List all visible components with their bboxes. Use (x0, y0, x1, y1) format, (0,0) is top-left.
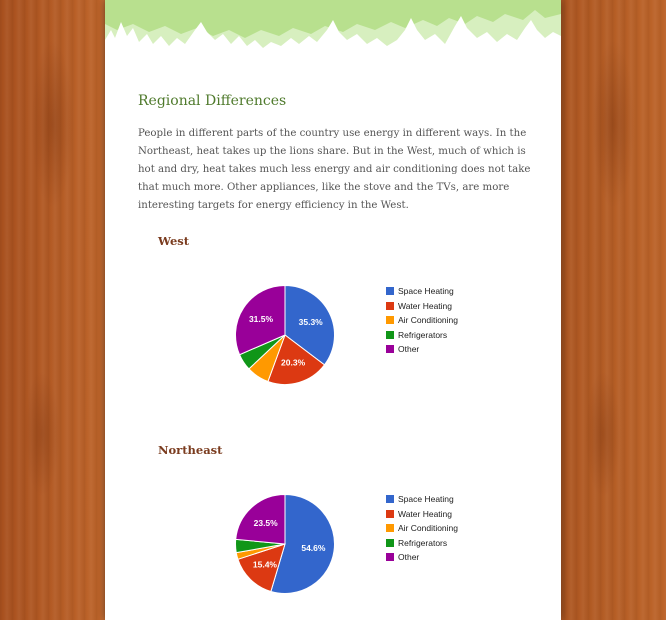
legend-swatch (386, 331, 394, 339)
legend-label: Water Heating (398, 508, 453, 519)
legend-item (386, 550, 458, 565)
west-pie-chart (230, 280, 340, 390)
legend-label: Space Heating (398, 286, 454, 297)
legend-item (386, 328, 458, 343)
intro-paragraph: People in different parts of the country use energy in different ways. In the Northeast, heat takes up the lions share. But in the West, much of which is hot and dry, heat takes much less energy and air conditioning does not take that much more. Other appliances, like the stove and the TVs, are more interesting targets for energy efficiency in the West. (138, 128, 531, 211)
legend-swatch (386, 524, 394, 532)
legend-label: Air Conditioning (398, 523, 459, 534)
slice-data-label: 15.4% (252, 559, 278, 570)
legend-item (386, 492, 458, 507)
west-legend (386, 284, 458, 357)
legend-label: Water Heating (398, 300, 453, 311)
legend-label: Refrigerators (398, 329, 448, 340)
wood-background-left (0, 0, 105, 620)
legend-item (386, 521, 458, 536)
content-panel (105, 0, 561, 620)
northeast-pie-chart (230, 489, 340, 599)
legend-swatch (386, 287, 394, 295)
slice-data-label: 35.3% (298, 317, 323, 328)
northeast-chart-title: Northeast (158, 443, 223, 457)
west-chart-title: West (158, 234, 190, 248)
legend-label: Refrigerators (398, 537, 448, 548)
legend-swatch (386, 553, 394, 561)
forest-banner (105, 0, 561, 56)
legend-swatch (386, 510, 394, 518)
legend-label: Air Conditioning (398, 315, 459, 326)
legend-swatch (386, 345, 394, 353)
legend-swatch (386, 316, 394, 324)
legend-item (386, 536, 458, 551)
legend-swatch (386, 302, 394, 310)
slice-data-label: 20.3% (281, 357, 306, 368)
legend-label: Other (398, 552, 420, 563)
wood-background-right (561, 0, 666, 620)
slice-data-label: 54.6% (301, 543, 326, 554)
legend-label: Other (398, 344, 420, 355)
legend-item (386, 299, 458, 314)
legend-label: Space Heating (398, 494, 454, 505)
northeast-legend (386, 492, 458, 565)
legend-item (386, 313, 458, 328)
slice-data-label: 31.5% (248, 314, 274, 325)
legend-item (386, 342, 458, 357)
legend-item (386, 284, 458, 299)
legend-swatch (386, 495, 394, 503)
legend-swatch (386, 539, 394, 547)
legend-item (386, 507, 458, 522)
section-heading: Regional Differences (138, 93, 287, 109)
slice-data-label: 23.5% (253, 517, 278, 528)
